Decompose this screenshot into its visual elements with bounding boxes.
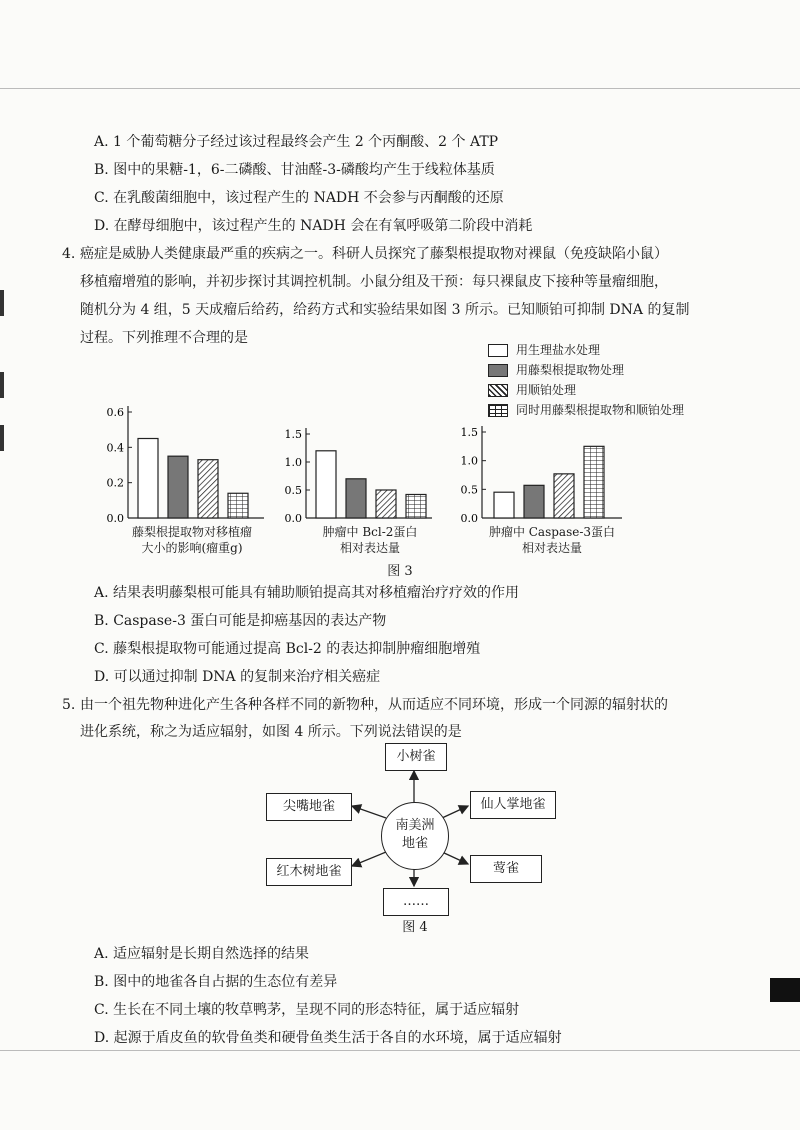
q5-stem-line: 由一个祖先物种进化产生各种各样不同的新物种，从而适应不同环境，形成一个同源的辐射状的 <box>80 697 668 713</box>
y-tick-label: 1.5 <box>460 426 478 439</box>
diagram-box-bottom: …… <box>383 888 449 916</box>
center-label: 南美洲 <box>395 818 435 833</box>
q4-number: 4. <box>62 246 76 262</box>
diagram-center-ancestor <box>381 802 449 870</box>
q3-option-a: A. 1 个葡萄糖分子经过该过程最终会产生 2 个丙酮酸、2 个 ATP <box>94 134 499 150</box>
q3-option-d: D. 在酵母细胞中，该过程产生的 NADH 会在有氧呼吸第二阶段中消耗 <box>94 218 533 234</box>
y-tick-label: 1.5 <box>284 428 302 441</box>
y-tick-label: 0.6 <box>106 406 124 419</box>
q4-option-b: B. Caspase-3 蛋白可能是抑癌基因的表达产物 <box>94 613 387 629</box>
legend-label: 用顺铂处理 <box>516 383 577 397</box>
y-tick-label: 0.0 <box>106 512 124 525</box>
y-tick-label: 0.4 <box>106 441 124 455</box>
chart-xlabel-line: 肿瘤中 Bcl-2蛋白 <box>322 525 418 539</box>
q4-option-a: A. 结果表明藤梨根可能具有辅助顺铂提高其对移植瘤治疗疗效的作用 <box>94 585 520 601</box>
q4-stem-line: 移植瘤增殖的影响，并初步探讨其调控机制。小鼠分组及干预：每只裸鼠皮下接种等量瘤细胞， <box>80 274 668 290</box>
chart-xlabel-line: 相对表达量 <box>521 541 582 555</box>
q4-stem-line: 随机分为 4 组，5 天成瘤后给药，给药方式和实验结果如图 3 所示。已知顺铂可抑制 DNA 的复制 <box>80 302 690 318</box>
q5-option-d: D. 起源于盾皮鱼的软骨鱼类和硬骨鱼类生活于各自的水环境，属于适应辐射 <box>94 1030 562 1046</box>
y-tick-label: 0.2 <box>106 476 124 490</box>
q4-option-d: D. 可以通过抑制 DNA 的复制来治疗相关癌症 <box>94 669 381 685</box>
arrow-to-right-lower <box>442 852 468 864</box>
q5-number: 5. <box>62 697 76 713</box>
q4-option-c: C. 藤梨根提取物可能通过提高 Bcl-2 的表达抑制肿瘤细胞增殖 <box>94 641 481 657</box>
arrow-to-left-upper <box>352 806 386 818</box>
chart-xlabel-line: 肿瘤中 Caspase-3蛋白 <box>488 525 616 539</box>
y-tick-label: 0.0 <box>284 512 302 525</box>
q5-option-a: A. 适应辐射是长期自然选择的结果 <box>94 946 310 962</box>
y-tick-label: 0.5 <box>284 484 302 497</box>
chart-xlabel-line: 相对表达量 <box>339 541 400 555</box>
chart-xlabel-line: 藤梨根提取物对移植瘤 <box>131 525 252 539</box>
figure3-caption: 图 3 <box>387 564 413 579</box>
diagram-box-right-lower: 莺雀 <box>470 855 542 883</box>
q3-option-c: C. 在乳酸菌细胞中，该过程产生的 NADH 不会参与丙酮酸的还原 <box>94 190 504 206</box>
q3-option-b: B. 图中的果糖-1，6-二磷酸、甘油醛-3-磷酸均产生于线粒体基质 <box>94 162 495 178</box>
q4-stem-line: 癌症是威胁人类健康最严重的疾病之一。科研人员探究了藤梨根提取物对裸鼠（免疫缺陷小鼠） <box>80 246 668 262</box>
chart-xlabel-line: 大小的影响(瘤重g) <box>141 541 243 555</box>
diagram-box-right-upper: 仙人掌地雀 <box>470 791 556 819</box>
figure4-caption: 图 4 <box>402 920 428 935</box>
legend-label: 用生理盐水处理 <box>516 343 601 357</box>
center-label: 地雀 <box>401 836 428 851</box>
diagram-box-top: 小树雀 <box>385 743 447 771</box>
y-tick-label: 1.0 <box>284 456 302 469</box>
legend-label: 同时用藤梨根提取物和顺铂处理 <box>516 403 685 417</box>
y-tick-label: 0.0 <box>460 512 478 525</box>
diagram-box-left-lower: 红木树地雀 <box>266 858 352 886</box>
y-tick-label: 1.0 <box>460 454 478 468</box>
q4-stem-line: 过程。下列推理不合理的是 <box>80 330 248 346</box>
diagram-box-left-upper: 尖嘴地雀 <box>266 793 352 821</box>
arrow-to-left-lower <box>352 852 386 866</box>
q5-option-b: B. 图中的地雀各自占据的生态位有差异 <box>94 974 338 990</box>
q5-stem-line: 进化系统，称之为适应辐射，如图 4 所示。下列说法错误的是 <box>80 724 462 740</box>
legend-label: 用藤梨根提取物处理 <box>516 363 625 377</box>
y-tick-label: 0.5 <box>460 483 478 497</box>
q5-option-c: C. 生长在不同土壤的牧草鸭茅，呈现不同的形态特征，属于适应辐射 <box>94 1002 520 1018</box>
